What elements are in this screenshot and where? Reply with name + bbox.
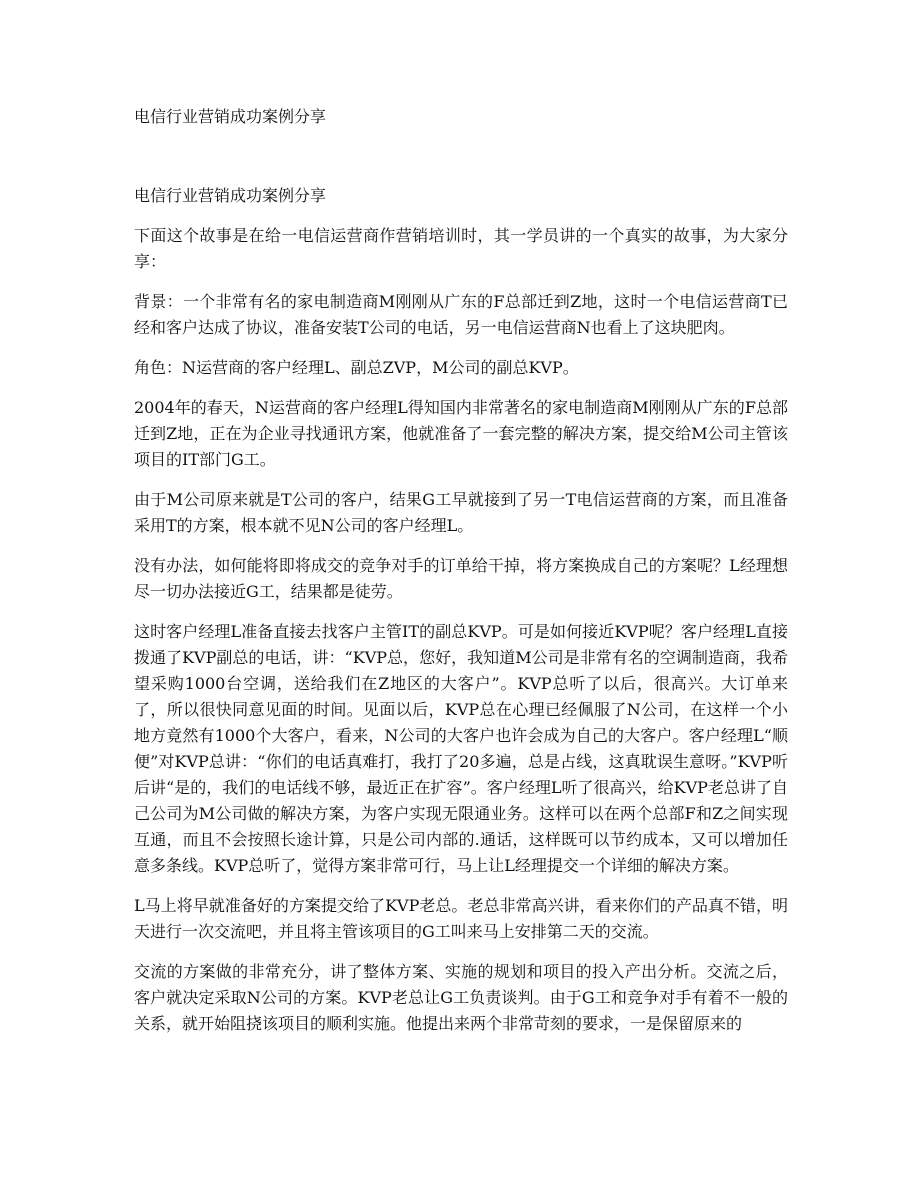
paragraph-intro: 下面这个故事是在给一电信运营商作营销培训时，其一学员讲的一个真实的故事，为大家分享： <box>134 226 788 271</box>
document-title: 电信行业营销成功案例分享 <box>134 107 327 126</box>
paragraph-competitor: 由于M公司原来就是T公司的客户，结果G工早就接到了另一T电信运营商的方案，而且准备采用T的方案，根本就不见N公司的客户经理L。 <box>134 490 788 535</box>
paragraph-approach-kvp: 这时客户经理L准备直接去找客户主管IT的副总KVP。可是如何接近KVP呢？客户经理L直接拨通了KVP副总的电话，讲：“KVP总，您好，我知道M公司是非常有名的空调制造商，我希望采购1000台空调，送给我们在Z地区的大客户”。KVP总听了以后，很高兴。大订单来了，所以很快同意见面的时间。见面以后，KVP总在心理已经佩服了N公司，在这样一个小地方竟然有1000个大客户，看来，N公司的大客户也许会成为自己的大客户。客户经理L“顺便”对KVP总讲：“你们的电话真难打，我打了20多遍，总是占线，这真耽误生意呀。”KVP听后讲“是的，我们的电话线不够，最近正在扩容”。客户经理L听了很高兴，给KVP老总讲了自己公司为M公司做的解决方案，为客户实现无限通业务。这样可以在两个总部F和Z之间实现互通，而且不会按照长途计算，只是公司内部的.通话，这样既可以节约成本，又可以增加任意多条线。KVP总听了，觉得方案非常可行，马上让L经理提交一个详细的解决方案。 <box>134 622 788 875</box>
paragraph-background: 背景：一个非常有名的家电制造商M刚刚从广东的F总部迁到Z地，这时一个电信运营商T已经和客户达成了协议，准备安装T公司的电话，另一电信运营商N也看上了这块肥肉。 <box>134 292 788 337</box>
paragraph-exchange: 交流的方案做的非常充分，讲了整体方案、实施的规划和项目的投入产出分析。交流之后，客户就决定采取N公司的方案。KVP老总让G工负责谈判。由于G工和竞争对手有着不一般的关系，就开始阻挠该项目的顺利实施。他提出来两个非常苛刻的要求，一是保留原来的 <box>134 962 788 1033</box>
paragraph-roles: 角色：N运营商的客户经理L、副总ZVP，M公司的副总KVP。 <box>134 358 579 377</box>
document-body <box>134 183 788 1051</box>
paragraph-no-way: 没有办法，如何能将即将成交的竞争对手的订单给干掉，将方案换成自己的方案呢？L经理想尽一切办法接近G工，结果都是徒劳。 <box>134 556 788 601</box>
paragraph-spring-2004: 2004年的春天，N运营商的客户经理L得知国内非常著名的家电制造商M刚刚从广东的F总部迁到Z地，正在为企业寻找通讯方案，他就准备了一套完整的解决方案，提交给M公司主管该项目的IT部门G工。 <box>134 398 788 469</box>
document-subtitle: 电信行业营销成功案例分享 <box>134 186 327 205</box>
paragraph-proposal: L马上将早就准备好的方案提交给了KVP老总。老总非常高兴讲，看来你们的产品真不错，明天进行一次交流吧，并且将主管该项目的G工叫来马上安排第二天的交流。 <box>134 896 788 941</box>
